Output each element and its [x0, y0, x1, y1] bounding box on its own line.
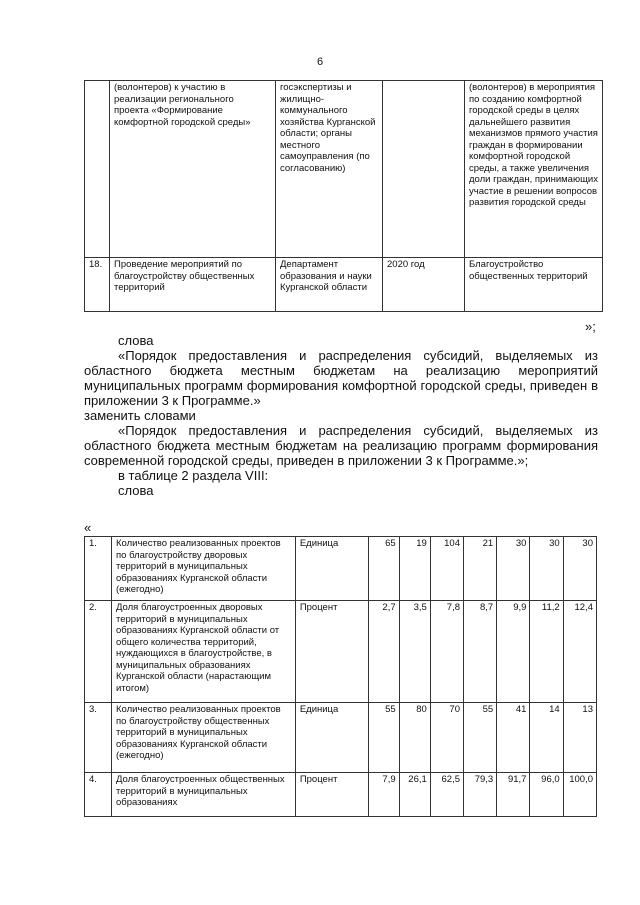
paragraph: заменить словами — [84, 408, 196, 423]
value-cell: 41 — [497, 703, 530, 773]
result-cell: (волонтеров) в мероприятия по созданию комфортной городской среды в целях дальнейшего развития механизмов прямого участия граждан в формировании комфортной городской среды, а также увеличения доли граждан, принимающих участие в решении вопросов развития городской среды — [465, 81, 603, 258]
value-cell: 30 — [530, 537, 563, 601]
paragraph: в таблице 2 раздела VIII: — [118, 468, 269, 483]
value-cell: 91,7 — [497, 773, 530, 817]
value-cell: 13 — [563, 703, 596, 773]
executor-cell: госэкспертизы и жилищно-коммунального хозяйства Курганской области; органы местного самоуправления (по согласованию) — [276, 81, 383, 258]
paragraph: слова — [118, 333, 154, 348]
row-number: 18. — [85, 258, 110, 312]
value-cell: 104 — [430, 537, 463, 601]
indicator-cell: Доля благоустроенных дворовых территорий в муниципальных образованиях Курганской области от общего количества территорий, нуждающихся в благоустройстве, в муниципальных образованиях Курганской области (нарастающим итогом) — [112, 601, 296, 703]
indicator-cell: Количество реализованных проектов по благоустройству дворовых территорий в муниципальных образованиях Курганской области (ежегодно) — [112, 537, 296, 601]
term-cell — [383, 81, 465, 258]
value-cell: 100,0 — [563, 773, 596, 817]
row-number: 4. — [85, 773, 112, 817]
value-cell: 96,0 — [530, 773, 563, 817]
value-cell: 21 — [464, 537, 497, 601]
value-cell: 9,9 — [497, 601, 530, 703]
value-cell: 30 — [497, 537, 530, 601]
row-number: 1. — [85, 537, 112, 601]
indicator-cell: Количество реализованных проектов по благоустройству общественных территорий в муниципальных образованиях Курганской области (ежегодно) — [112, 703, 296, 773]
table-row — [85, 703, 597, 773]
paragraph: слова — [118, 483, 154, 498]
table-row — [85, 601, 597, 703]
paragraph: «Порядок предоставления и распределения субсидий, выделяемых из областного бюджета местным бюджетам на реализацию программ формирования современной городской среды, приведен в приложении 3 к Программе.»; — [84, 423, 598, 468]
unit-cell: Процент — [295, 773, 368, 817]
term-cell: 2020 год — [383, 258, 465, 312]
row-number: 3. — [85, 703, 112, 773]
value-cell: 3,5 — [399, 601, 430, 703]
value-cell: 2,7 — [368, 601, 399, 703]
value-cell: 65 — [368, 537, 399, 601]
value-cell: 55 — [464, 703, 497, 773]
value-cell: 79,3 — [464, 773, 497, 817]
page-number: 6 — [316, 56, 324, 68]
paragraph: «Порядок предоставления и распределения субсидий, выделяемых из областного бюджета местным бюджетам на реализацию мероприятий муниципальных программ формирования комфортной городской среды, приведен в приложении 3 к Программе.» — [84, 348, 598, 408]
result-cell: Благоустройство общественных территорий — [465, 258, 603, 312]
events-table — [84, 80, 603, 312]
value-cell: 80 — [399, 703, 430, 773]
table-row — [85, 773, 597, 817]
value-cell: 30 — [563, 537, 596, 601]
value-cell: 14 — [530, 703, 563, 773]
value-cell: 11,2 — [530, 601, 563, 703]
value-cell: 26,1 — [399, 773, 430, 817]
value-cell: 12,4 — [563, 601, 596, 703]
value-cell: 55 — [368, 703, 399, 773]
row-number: 2. — [85, 601, 112, 703]
value-cell: 8,7 — [464, 601, 497, 703]
row-number — [85, 81, 110, 258]
body-text — [84, 333, 598, 498]
indicator-cell: Доля благоустроенных общественных территорий в муниципальных образованиях — [112, 773, 296, 817]
value-cell: 19 — [399, 537, 430, 601]
event-cell: Проведение мероприятий по благоустройству общественных территорий — [110, 258, 276, 312]
unit-cell: Единица — [295, 537, 368, 601]
unit-cell: Процент — [295, 601, 368, 703]
table-row — [85, 537, 597, 601]
opening-quote: « — [84, 520, 92, 535]
value-cell: 70 — [430, 703, 463, 773]
executor-cell: Департамент образования и науки Курганской области — [276, 258, 383, 312]
indicators-table — [84, 536, 597, 817]
value-cell: 62,5 — [430, 773, 463, 817]
value-cell: 7,8 — [430, 601, 463, 703]
closing-quote: »; — [585, 319, 596, 334]
unit-cell: Единица — [295, 703, 368, 773]
table-row — [85, 81, 603, 258]
event-cell: (волонтеров) к участию в реализации регионального проекта «Формирование комфортной городской среды» — [110, 81, 276, 258]
value-cell: 7,9 — [368, 773, 399, 817]
table-row — [85, 258, 603, 312]
